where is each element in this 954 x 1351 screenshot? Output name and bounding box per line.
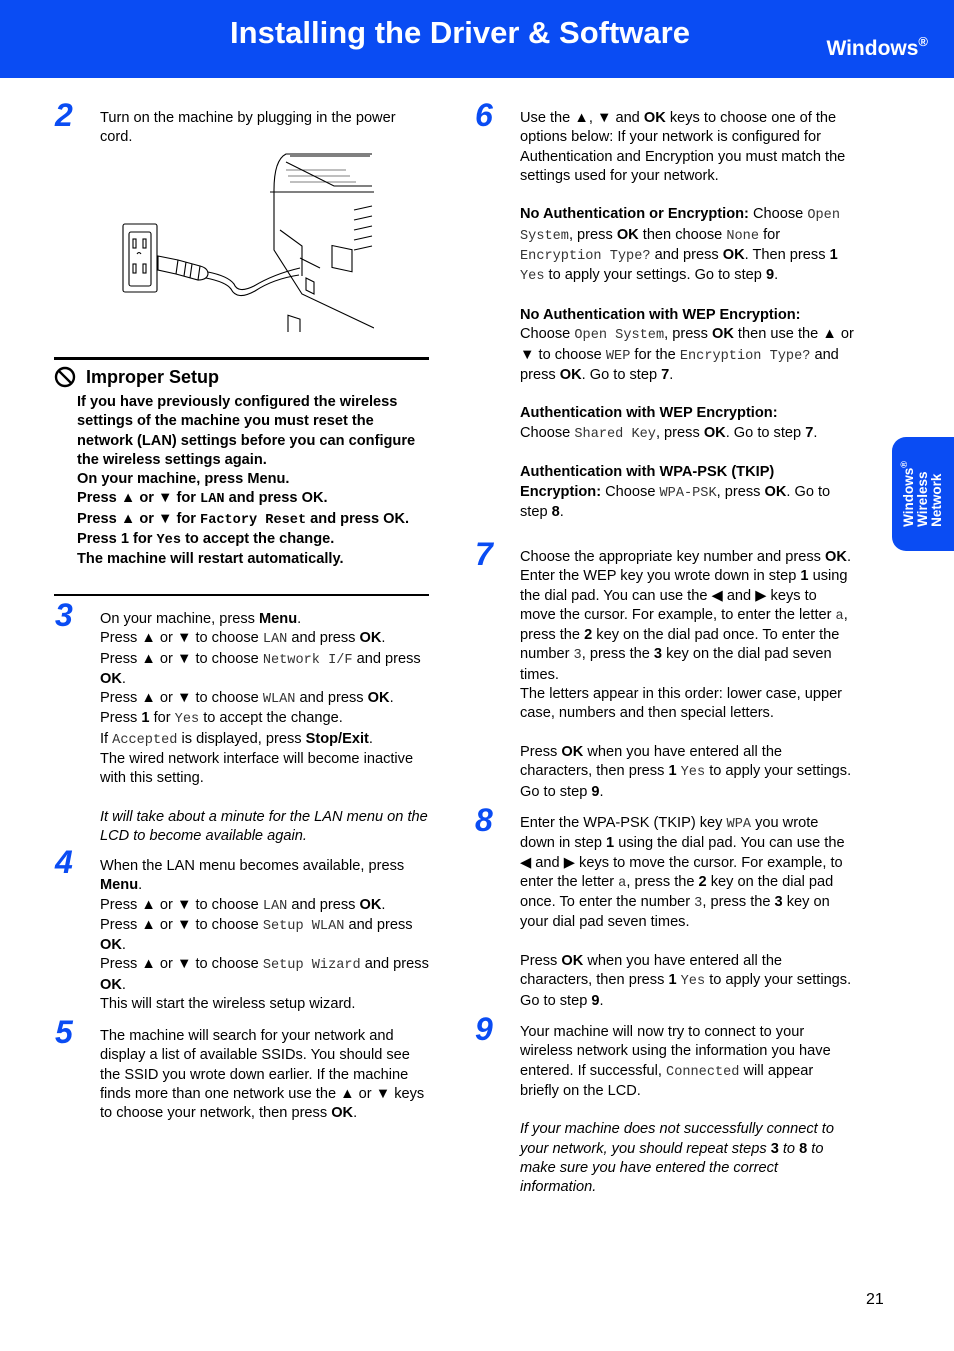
power-plug-illustration bbox=[118, 150, 374, 332]
step-number-3: 3 bbox=[55, 597, 73, 633]
step-number-7: 7 bbox=[475, 536, 493, 572]
os-label: Windows® bbox=[826, 34, 928, 60]
warning-body: If you have previously configured the wireless settings of the machine you must reset the network (LAN) settings before you can configure the wireless settings again. On your machine, press Menu. Press ▲ or ▼ for LAN and press OK. Press ▲ or ▼ for Factory Reset and press OK. Press 1 for Yes to accept the change. The machine will restart automatically. bbox=[77, 394, 416, 568]
step-5-text: The machine will search for your network and display a list of available SSIDs. You should see the SSID you wrote down earlier. If the machine finds more than one network use the ▲ or ▼ keys to choose your network, then press OK. bbox=[100, 1028, 425, 1122]
warning-bottom-rule bbox=[54, 594, 429, 596]
step-7-text: Choose the appropriate key number and press OK. Enter the WEP key you wrote down in step 1 using the dial pad. You can use the ◀ and ▶ keys to move the cursor. For example, to enter the letter a, press the 2 key on the dial pad once. To enter the number 3, press the 3 key on the dial pad seven times. The letters appear in this order: lower case, upper case, numbers and then special letters. Press OK when you have entered all the characters, then press 1 Yes to apply your settings. Go to step 9. bbox=[520, 549, 852, 800]
step-8-text: Enter the WPA-PSK (TKIP) key WPA you wrote down in step 1 using the dial pad. You can use the ◀ and ▶ keys to move the cursor. For example, to enter the letter a, press the 2 key on the dial pad once. To enter the number 3, press the 3 key on your dial pad seven times. Press OK when you have entered all the characters, then press 1 Yes to apply your settings. Go to step 9. bbox=[520, 815, 852, 1009]
no-entry-icon bbox=[54, 366, 76, 388]
step-number-5: 5 bbox=[55, 1014, 73, 1050]
step-number-2: 2 bbox=[55, 97, 73, 133]
step-6-text: Use the ▲, ▼ and OK keys to choose one of the options below: If your network is configured for Authentication and Encryption you must match the settings used for your network. No Authentication or Encryption: Choose Open System, press OK then choose None for Encryption Type? and press OK. Then press 1 Yes to apply your settings. Go to step 9. No Authentication with WEP Encryption: Choose Open System, press OK then use the ▲ or ▼ to choose WEP for the Encryption Type? and press OK. Go to step 7. Authentication with WEP Encryption: Choose Shared Key, press OK. Go to step 7. Authentication with WPA-PSK (TKIP) Encryption: Choose WPA-PSK, press OK. Go to step 8. bbox=[520, 110, 854, 520]
page-title: Installing the Driver & Software bbox=[230, 15, 690, 50]
page-number: 21 bbox=[866, 1291, 884, 1308]
step-4-text: When the LAN menu becomes available, press Menu. Press ▲ or ▼ to choose LAN and press OK. Press ▲ or ▼ to choose Setup WLAN and press OK. Press ▲ or ▼ to choose Setup Wizard and press OK. This will start the wireless setup wizard. bbox=[100, 858, 429, 1013]
warning-top-rule bbox=[54, 357, 429, 360]
step-3-text: On your machine, press Menu. Press ▲ or ▼ to choose LAN and press OK. Press ▲ or ▼ to choose Network I/F and press OK. Press ▲ or ▼ to choose WLAN and press OK. Press 1 for Yes to accept the change. If Accepted is displayed, press Stop/Exit. The wired network interface will become inactive with this setting. It will take about a minute for the LAN menu on the LCD to become available again. bbox=[100, 611, 428, 845]
step-number-8: 8 bbox=[475, 802, 493, 838]
step-2-text: Turn on the machine by plugging in the power cord. bbox=[100, 110, 396, 146]
side-tab-label: Windows® Wireless Network bbox=[899, 461, 944, 527]
step-number-4: 4 bbox=[55, 844, 73, 880]
warning-title: Improper Setup bbox=[86, 367, 220, 387]
step-9-text: Your machine will now try to connect to your wireless network using the information you have entered. If successful, Connected will appear briefly on the LCD. If your machine does not successfully connect to your network, you should repeat steps 3 to 8 to make sure you have entered the correct information. bbox=[520, 1024, 834, 1196]
step-number-6: 6 bbox=[475, 97, 493, 133]
page-header bbox=[0, 0, 954, 78]
step-number-9: 9 bbox=[475, 1011, 493, 1047]
section-side-tab bbox=[892, 437, 954, 551]
